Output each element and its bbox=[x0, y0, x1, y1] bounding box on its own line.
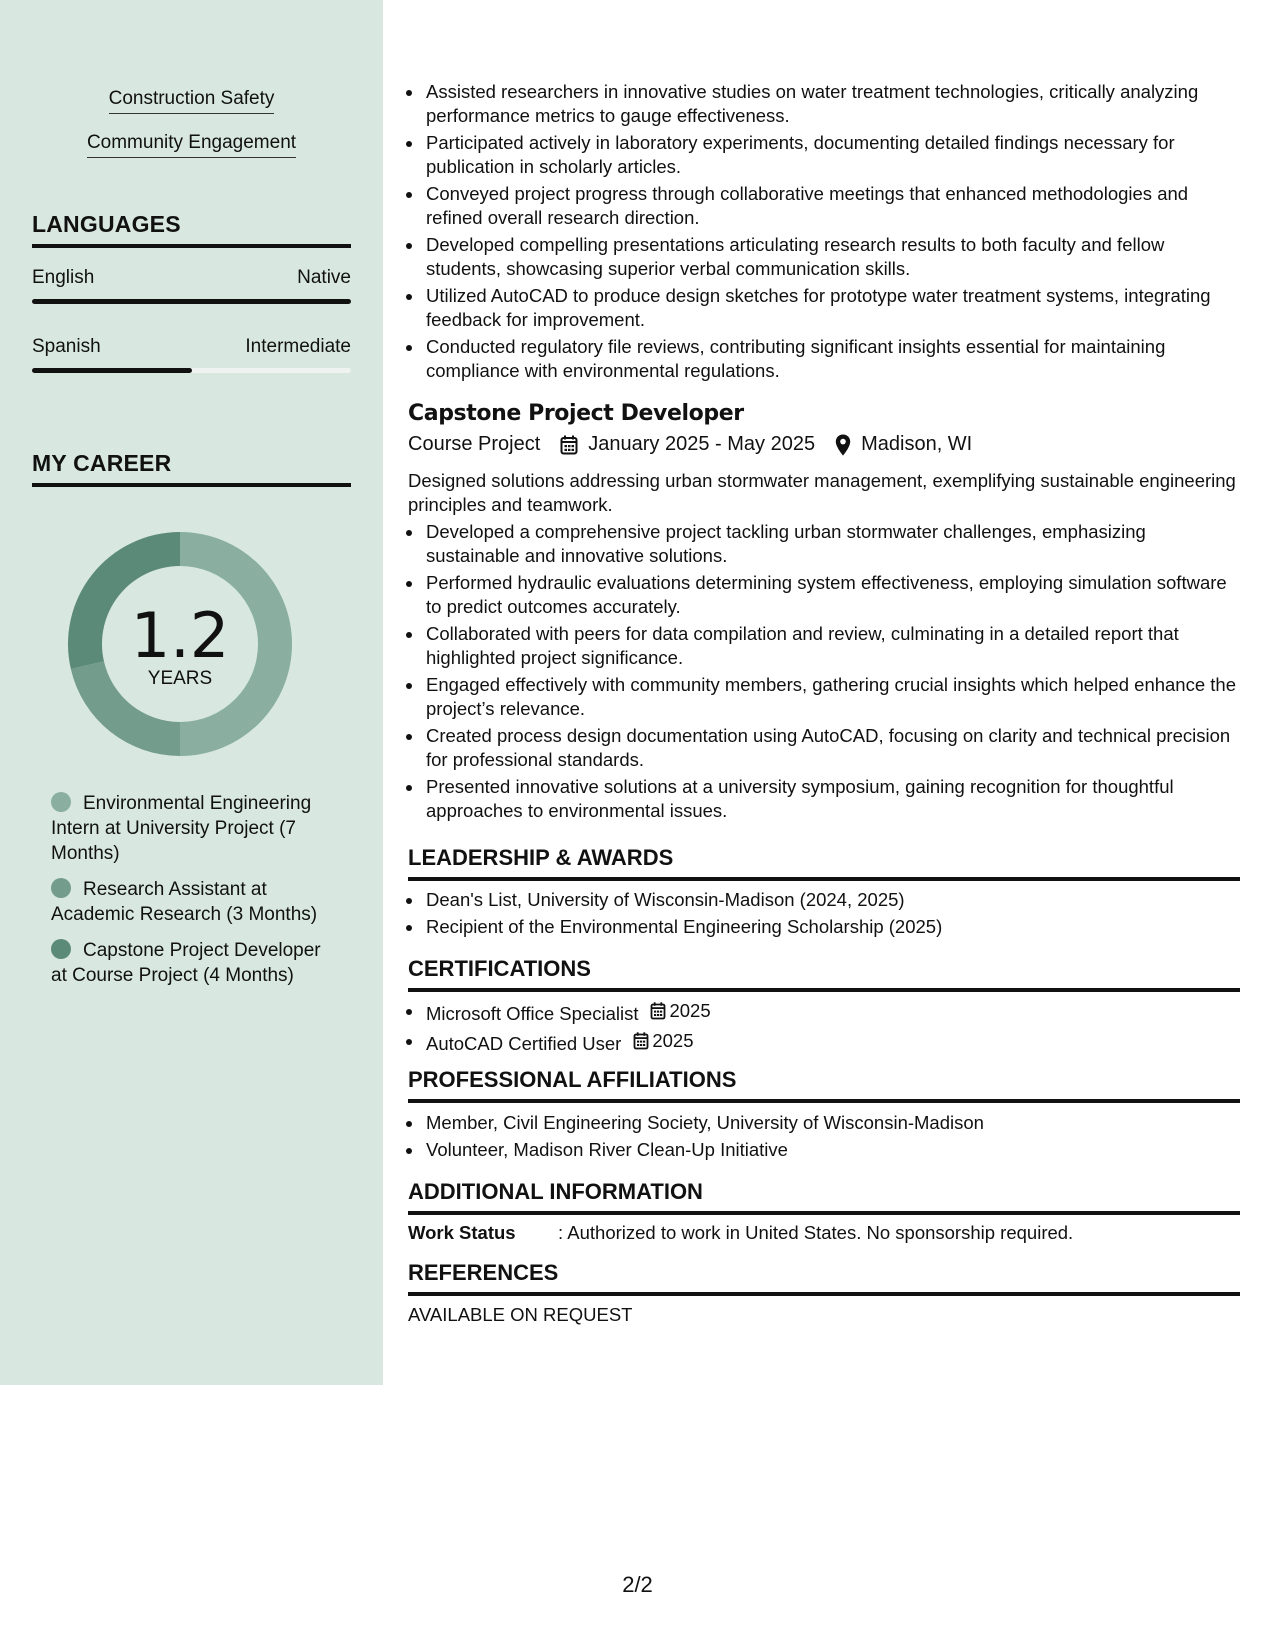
calendar-icon bbox=[633, 1032, 649, 1050]
skill-item: Community Engagement bbox=[0, 132, 383, 158]
list-item: Utilized AutoCAD to produce design sketches for prototype water treatment systems, integrating feedback for improvement. bbox=[408, 284, 1240, 332]
language-row bbox=[32, 336, 351, 358]
career-donut-chart bbox=[66, 530, 294, 758]
list-item: Performed hydraulic evaluations determining system effectiveness, employing simulation software to predict outcomes accurately. bbox=[408, 571, 1240, 619]
language-name: Spanish bbox=[32, 336, 101, 357]
cert-year: 2025 bbox=[669, 1000, 711, 1021]
career-legend-item: Research Assistant at Academic Research (3 Months) bbox=[51, 879, 318, 925]
experience-bullets-previous bbox=[408, 80, 1240, 383]
language-name: English bbox=[32, 267, 95, 288]
job-meta bbox=[408, 433, 972, 456]
career-legend-item: Capstone Project Developer at Course Project (4 Months) bbox=[51, 940, 321, 986]
affiliations-heading: PROFESSIONAL AFFILIATIONS bbox=[408, 1067, 1240, 1103]
language-row bbox=[32, 267, 351, 289]
location-pin-icon bbox=[835, 434, 851, 456]
list-item: Assisted researchers in innovative studies on water treatment technologies, critically analyzing performance metrics to gauge effectiveness. bbox=[408, 80, 1240, 128]
career-total-unit: YEARS bbox=[147, 668, 213, 689]
list-item: Engaged effectively with community members, gathering crucial insights which helped enhance the project’s relevance. bbox=[408, 673, 1240, 721]
leadership-heading: LEADERSHIP & AWARDS bbox=[408, 845, 1240, 881]
language-level: Intermediate bbox=[245, 336, 351, 357]
language-proficiency-bar bbox=[32, 299, 351, 304]
experience-bullets-capstone bbox=[408, 520, 1240, 823]
list-item: Developed compelling presentations articulating research results to both faculty and fellow students, showcasing superior verbal communication skills. bbox=[408, 233, 1240, 281]
work-status-label: Work Status bbox=[408, 1222, 516, 1243]
list-item: Recipient of the Environmental Engineering Scholarship (2025) bbox=[408, 915, 1240, 939]
legend-dot-icon bbox=[51, 792, 71, 812]
list-item bbox=[408, 1029, 1240, 1056]
job-dates: January 2025 - May 2025 bbox=[588, 433, 816, 455]
career-total-value: 1.2 bbox=[130, 599, 230, 672]
legend-dot-icon bbox=[51, 939, 71, 959]
affiliations-list bbox=[408, 1111, 1240, 1162]
list-item: Conducted regulatory file reviews, contributing significant insights essential for maintaining compliance with environmental regulations. bbox=[408, 335, 1240, 383]
career-heading: MY CAREER bbox=[32, 450, 351, 487]
work-status-value: : Authorized to work in United States. No sponsorship required. bbox=[558, 1222, 1074, 1243]
references-text: AVAILABLE ON REQUEST bbox=[408, 1304, 633, 1325]
legend-dot-icon bbox=[51, 878, 71, 898]
cert-year: 2025 bbox=[652, 1030, 694, 1051]
language-proficiency-bar bbox=[32, 368, 351, 373]
list-item: Presented innovative solutions at a university symposium, gaining recognition for thoughtful approaches to environmental issues. bbox=[408, 775, 1240, 823]
job-location: Madison, WI bbox=[861, 433, 973, 455]
list-item: Collaborated with peers for data compilation and review, culminating in a detailed report that highlighted project significance. bbox=[408, 622, 1240, 670]
sidebar bbox=[0, 0, 383, 1385]
leadership-list bbox=[408, 888, 1240, 939]
job-title: Capstone Project Developer bbox=[408, 401, 744, 426]
list-item bbox=[408, 999, 1240, 1026]
career-legend-item: Environmental Engineering Intern at University Project (7 Months) bbox=[51, 793, 312, 864]
calendar-icon bbox=[560, 435, 578, 455]
list-item: Volunteer, Madison River Clean-Up Initiative bbox=[408, 1138, 1240, 1162]
language-proficiency-fill bbox=[32, 299, 351, 304]
additional-heading: ADDITIONAL INFORMATION bbox=[408, 1179, 1240, 1215]
work-status-row bbox=[408, 1221, 1240, 1245]
cert-name: AutoCAD Certified User bbox=[426, 1033, 622, 1054]
list-item: Member, Civil Engineering Society, University of Wisconsin-Madison bbox=[408, 1111, 1240, 1135]
list-item: Created process design documentation using AutoCAD, focusing on clarity and technical precision for professional standards. bbox=[408, 724, 1240, 772]
list-item: Developed a comprehensive project tackling urban stormwater challenges, emphasizing sustainable and innovative solutions. bbox=[408, 520, 1240, 568]
language-proficiency-fill bbox=[32, 368, 192, 373]
job-summary: Designed solutions addressing urban stormwater management, exemplifying sustainable engineering principles and teamwork. bbox=[408, 470, 1236, 515]
calendar-icon bbox=[650, 1002, 666, 1020]
languages-heading: LANGUAGES bbox=[32, 211, 351, 248]
language-level: Native bbox=[297, 267, 351, 288]
references-heading: REFERENCES bbox=[408, 1260, 1240, 1296]
cert-name: Microsoft Office Specialist bbox=[426, 1003, 639, 1024]
list-item: Dean's List, University of Wisconsin-Madison (2024, 2025) bbox=[408, 888, 1240, 912]
skill-item: Construction Safety bbox=[0, 88, 383, 114]
page-number: 2/2 bbox=[622, 1572, 653, 1597]
job-company: Course Project bbox=[408, 433, 541, 455]
certifications-heading: CERTIFICATIONS bbox=[408, 956, 1240, 992]
list-item: Conveyed project progress through collaborative meetings that enhanced methodologies and refined overall research direction. bbox=[408, 182, 1240, 230]
certifications-list bbox=[408, 999, 1240, 1056]
list-item: Participated actively in laboratory experiments, documenting detailed findings necessary for publication in scholarly articles. bbox=[408, 131, 1240, 179]
